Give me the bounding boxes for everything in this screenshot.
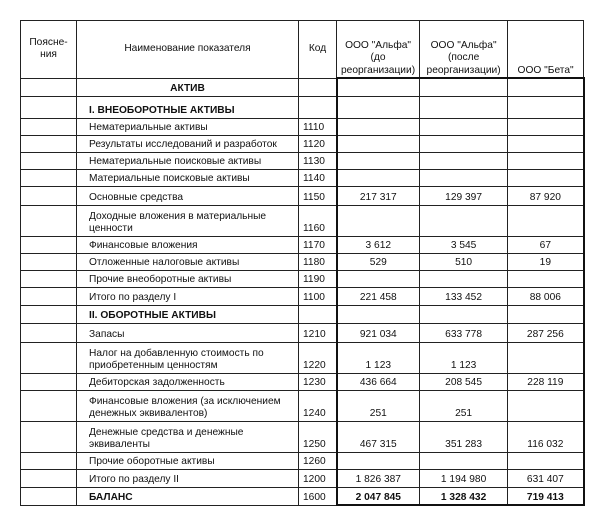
table-row: [21, 323, 584, 342]
value-beta: [508, 152, 584, 169]
row-name: Результаты исследований и разработок: [77, 135, 299, 152]
section-title: АКТИВ: [77, 78, 299, 96]
header-alpha-after: ООО "Альфа" (после реорганизации): [420, 21, 508, 79]
table-row: [21, 469, 584, 487]
table-row: [21, 152, 584, 169]
value-alpha-before: 221 458: [337, 287, 420, 305]
value-alpha-before: 2 047 845: [337, 487, 420, 505]
value-alpha-after: 129 397: [420, 186, 508, 205]
row-name: Финансовые вложения: [77, 236, 299, 253]
value-alpha-after: [420, 78, 508, 96]
section-title-row: [21, 96, 584, 118]
value-beta: [508, 169, 584, 186]
value-alpha-before: [337, 270, 420, 287]
header-name: Наименование показателя: [77, 21, 299, 79]
value-alpha-before: 3 612: [337, 236, 420, 253]
table-body: [21, 78, 584, 505]
value-alpha-after: 510: [420, 253, 508, 270]
note-cell: [21, 96, 77, 118]
value-alpha-after: 133 452: [420, 287, 508, 305]
value-alpha-before: [337, 305, 420, 323]
note-cell: [21, 487, 77, 505]
value-alpha-after: [420, 118, 508, 135]
row-code: 1130: [299, 152, 337, 169]
row-code: 1150: [299, 186, 337, 205]
row-name: Доходные вложения в материальные ценности: [77, 205, 299, 236]
table-row: [21, 452, 584, 469]
table-row: [21, 421, 584, 452]
value-alpha-after: [420, 305, 508, 323]
row-code: 1140: [299, 169, 337, 186]
value-beta: 228 119: [508, 373, 584, 390]
code-cell: [299, 305, 337, 323]
value-alpha-after: 1 328 432: [420, 487, 508, 505]
row-code: 1160: [299, 205, 337, 236]
value-alpha-after: [420, 452, 508, 469]
value-alpha-before: [337, 205, 420, 236]
row-name: Итого по разделу II: [77, 469, 299, 487]
value-beta: 88 006: [508, 287, 584, 305]
value-beta: [508, 452, 584, 469]
value-alpha-after: 251: [420, 390, 508, 421]
row-name: Денежные средства и денежные эквиваленты: [77, 421, 299, 452]
note-cell: [21, 78, 77, 96]
value-beta: [508, 96, 584, 118]
row-code: 1240: [299, 390, 337, 421]
value-beta: [508, 78, 584, 96]
value-beta: [508, 390, 584, 421]
note-cell: [21, 390, 77, 421]
row-code: 1120: [299, 135, 337, 152]
table-row: [21, 236, 584, 253]
value-beta: 287 256: [508, 323, 584, 342]
section-title: I. ВНЕОБОРОТНЫЕ АКТИВЫ: [77, 96, 299, 118]
row-code: 1110: [299, 118, 337, 135]
note-cell: [21, 452, 77, 469]
row-code: 1260: [299, 452, 337, 469]
row-name: Итого по разделу I: [77, 287, 299, 305]
row-name: Нематериальные активы: [77, 118, 299, 135]
value-alpha-before: 1 123: [337, 342, 420, 373]
table-row: [21, 118, 584, 135]
note-cell: [21, 135, 77, 152]
row-name: Материальные поисковые активы: [77, 169, 299, 186]
note-cell: [21, 305, 77, 323]
value-beta: 719 413: [508, 487, 584, 505]
value-alpha-before: [337, 118, 420, 135]
note-cell: [21, 287, 77, 305]
value-alpha-after: [420, 205, 508, 236]
note-cell: [21, 469, 77, 487]
row-name: Прочие оборотные активы: [77, 452, 299, 469]
row-name: Отложенные налоговые активы: [77, 253, 299, 270]
value-beta: [508, 118, 584, 135]
row-code: 1170: [299, 236, 337, 253]
note-cell: [21, 236, 77, 253]
row-name: Дебиторская задолженность: [77, 373, 299, 390]
value-alpha-before: 467 315: [337, 421, 420, 452]
value-beta: [508, 135, 584, 152]
note-cell: [21, 152, 77, 169]
value-beta: 631 407: [508, 469, 584, 487]
value-alpha-before: [337, 135, 420, 152]
note-cell: [21, 270, 77, 287]
row-code: 1210: [299, 323, 337, 342]
value-beta: 116 032: [508, 421, 584, 452]
row-name: Нематериальные поисковые активы: [77, 152, 299, 169]
note-cell: [21, 118, 77, 135]
value-beta: 87 920: [508, 186, 584, 205]
value-alpha-after: [420, 152, 508, 169]
row-code: 1180: [299, 253, 337, 270]
value-alpha-after: 633 778: [420, 323, 508, 342]
row-code: 1190: [299, 270, 337, 287]
table-row: [21, 135, 584, 152]
row-code: 1230: [299, 373, 337, 390]
note-cell: [21, 186, 77, 205]
table-row: [21, 287, 584, 305]
table-row: [21, 205, 584, 236]
row-name: Налог на добавленную стоимость по приобретенным ценностям: [77, 342, 299, 373]
value-alpha-before: 436 664: [337, 373, 420, 390]
note-cell: [21, 342, 77, 373]
header-note: Поясне-ния: [21, 21, 77, 79]
row-code: 1200: [299, 469, 337, 487]
value-alpha-after: 1 123: [420, 342, 508, 373]
table-row: [21, 253, 584, 270]
note-cell: [21, 169, 77, 186]
value-alpha-before: 217 317: [337, 186, 420, 205]
row-name: Запасы: [77, 323, 299, 342]
code-cell: [299, 78, 337, 96]
value-beta: 19: [508, 253, 584, 270]
header-beta: ООО "Бета": [508, 21, 584, 79]
value-alpha-before: [337, 452, 420, 469]
table-row: [21, 169, 584, 186]
value-alpha-after: [420, 270, 508, 287]
value-alpha-before: [337, 152, 420, 169]
row-name: Прочие внеоборотные активы: [77, 270, 299, 287]
value-alpha-after: 208 545: [420, 373, 508, 390]
value-alpha-before: 921 034: [337, 323, 420, 342]
code-cell: [299, 96, 337, 118]
row-name: Основные средства: [77, 186, 299, 205]
value-alpha-before: [337, 96, 420, 118]
table-header-row: [21, 21, 584, 79]
table-row: [21, 186, 584, 205]
note-cell: [21, 253, 77, 270]
value-alpha-before: 529: [337, 253, 420, 270]
value-alpha-after: 351 283: [420, 421, 508, 452]
row-name: БАЛАНС: [77, 487, 299, 505]
value-alpha-before: [337, 78, 420, 96]
section-title-row: [21, 78, 584, 96]
note-cell: [21, 421, 77, 452]
header-alpha-before: ООО "Альфа" (до реорганизации): [337, 21, 420, 79]
note-cell: [21, 205, 77, 236]
table-row: [21, 390, 584, 421]
value-beta: [508, 270, 584, 287]
table-row: [21, 270, 584, 287]
value-beta: 67: [508, 236, 584, 253]
value-alpha-after: [420, 135, 508, 152]
row-code: 1250: [299, 421, 337, 452]
value-alpha-after: [420, 96, 508, 118]
table-row: [21, 342, 584, 373]
row-name: Финансовые вложения (за исключением денежных эквивалентов): [77, 390, 299, 421]
value-alpha-after: 3 545: [420, 236, 508, 253]
value-alpha-before: 1 826 387: [337, 469, 420, 487]
note-cell: [21, 373, 77, 390]
row-code: 1220: [299, 342, 337, 373]
value-alpha-before: 251: [337, 390, 420, 421]
table-row: [21, 487, 584, 505]
balance-sheet-table: [20, 20, 585, 506]
row-code: 1600: [299, 487, 337, 505]
value-beta: [508, 305, 584, 323]
row-code: 1100: [299, 287, 337, 305]
table-row: [21, 373, 584, 390]
section-title: II. ОБОРОТНЫЕ АКТИВЫ: [77, 305, 299, 323]
section-title-row: [21, 305, 584, 323]
value-beta: [508, 205, 584, 236]
header-code: Код: [299, 21, 337, 79]
value-beta: [508, 342, 584, 373]
value-alpha-before: [337, 169, 420, 186]
value-alpha-after: 1 194 980: [420, 469, 508, 487]
value-alpha-after: [420, 169, 508, 186]
note-cell: [21, 323, 77, 342]
